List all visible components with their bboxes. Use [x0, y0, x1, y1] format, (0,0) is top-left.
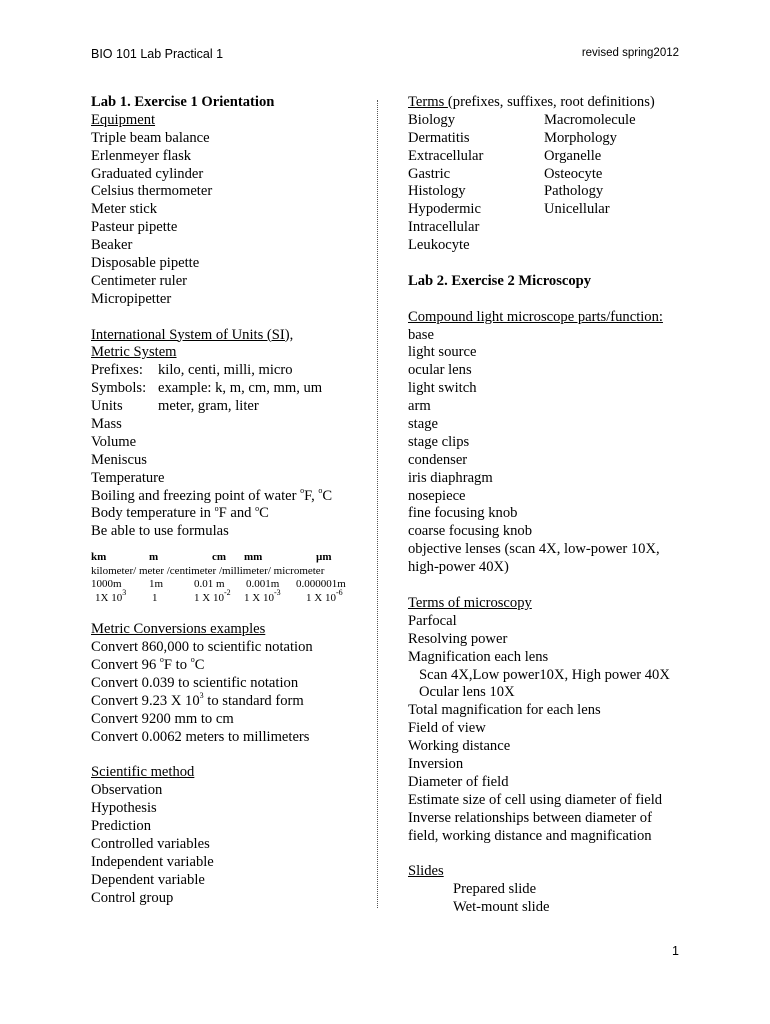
formulas-item: Be able to use formulas	[91, 523, 229, 540]
terms-row	[408, 130, 698, 148]
lab1-title: Lab 1. Exercise 1 Orientation	[91, 94, 275, 110]
degree-sign: o	[318, 485, 323, 495]
scientific-method-item: Observation	[91, 782, 163, 799]
symbols-value: example: k, m, cm, mm, um	[158, 380, 323, 397]
conversion-item: Convert 96 $^o$F to $^o$C	[91, 655, 205, 674]
microscope-parts-heading: Compound light microscope parts/function:	[408, 308, 663, 325]
term-item: Hypodermic	[408, 201, 481, 218]
terms-row	[408, 166, 698, 184]
term-item: Organelle	[544, 147, 602, 164]
terms-heading: Terms (prefixes, suffixes, root definitions)	[408, 94, 655, 110]
temperature-item: Temperature	[91, 469, 165, 486]
units-table-scientific	[91, 588, 371, 606]
microscopy-term: field, working distance and magnification	[408, 827, 652, 844]
header-title: BIO 101 Lab Practical 1	[91, 47, 224, 61]
term-item: Intracellular	[408, 219, 480, 236]
terms-row	[408, 112, 698, 130]
volume-item: Volume	[91, 433, 137, 450]
meniscus-item: Meniscus	[91, 451, 147, 468]
degree-sign: o	[255, 503, 260, 513]
unit-sci: 1 X $10^{-2}$	[194, 588, 231, 604]
header-revision: revised spring2012	[581, 47, 679, 59]
prefixes-value: kilo, centi, milli, micro	[158, 362, 293, 379]
unit-value: 0.000001m	[296, 578, 346, 591]
degree-sign: o	[159, 655, 164, 665]
boiling-freezing-item	[91, 485, 371, 506]
slide-item: Wet-mount slide	[453, 899, 550, 916]
microscope-part: condenser	[408, 451, 468, 468]
conversion-item: Convert 9.23 X $10^3$ to standard form	[91, 690, 304, 709]
term-item: Gastric	[408, 165, 451, 182]
degree-sign: o	[300, 485, 305, 495]
metric-system-heading: Metric System	[91, 344, 177, 361]
microscopy-term: Parfocal	[408, 612, 457, 629]
unit-sci: 1 X $10^{-3}$	[244, 588, 281, 604]
unit-names: kilometer/ meter /centimeter /millimeter/ micrometer	[91, 564, 325, 577]
celsius-text: C	[259, 505, 269, 522]
equipment-item: Meter stick	[91, 201, 158, 218]
term-item: Morphology	[544, 129, 617, 146]
magnification-detail: Scan 4X,Low power10X, High power 40X	[419, 666, 670, 683]
term-item: Biology	[408, 111, 456, 128]
conversion-item: Convert 0.039 to scientific notation	[91, 674, 299, 691]
slides-heading: Slides	[408, 863, 444, 880]
units-table-header	[91, 551, 371, 565]
microscope-part: arm	[408, 398, 431, 415]
term-item: Osteocyte	[544, 165, 603, 182]
terms-row	[408, 148, 698, 166]
equipment-heading: Equipment	[91, 111, 156, 128]
equipment-item: Triple beam balance	[91, 129, 210, 146]
terms-row	[408, 183, 698, 201]
equipment-item: Graduated cylinder	[91, 165, 204, 182]
metric-conversions-heading: Metric Conversions examples	[91, 621, 266, 638]
microscopy-term: Magnification each lens	[408, 648, 549, 665]
unit-header: mm	[244, 551, 263, 564]
degree-sign: o	[214, 503, 219, 513]
unit-header: cm	[212, 551, 227, 564]
unit-value: 1m	[149, 578, 164, 591]
column-divider	[377, 100, 378, 908]
term-item: Extracellular	[408, 147, 484, 164]
scientific-method-item: Prediction	[91, 818, 151, 835]
microscope-part: base	[408, 326, 434, 343]
microscope-part: light source	[408, 344, 477, 361]
unit-sci: 1 X $10^{-6}$	[306, 588, 343, 604]
microscope-part: high-power 40X)	[408, 559, 509, 576]
body-temp-text: Body temperature in	[91, 505, 215, 522]
microscope-part: light switch	[408, 380, 477, 397]
microscope-part: fine focusing knob	[408, 505, 518, 522]
equipment-item: Erlenmeyer flask	[91, 147, 192, 164]
microscopy-term: Total magnification for each lens	[408, 702, 601, 719]
left-column	[91, 94, 371, 908]
conversion-item: Convert 9200 mm to cm	[91, 710, 234, 727]
si-heading: International System of Units (SI),	[91, 326, 294, 343]
unit-header: µm	[316, 551, 332, 564]
conversion-item: Convert 860,000 to scientific notation	[91, 639, 313, 656]
microscopy-term: Inverse relationships between diameter of	[408, 809, 652, 826]
microscope-part: ocular lens	[408, 362, 472, 379]
term-item: Dermatitis	[408, 129, 470, 146]
scientific-method-item: Dependent variable	[91, 871, 205, 888]
unit-value: 1000m	[91, 578, 122, 591]
mass-item: Mass	[91, 416, 122, 433]
unit-header: m	[149, 551, 159, 564]
term-item: Leukocyte	[408, 237, 470, 254]
term-item: Histology	[408, 183, 466, 200]
microscope-part: stage clips	[408, 433, 470, 450]
celsius-text: C	[322, 487, 333, 504]
conversion-item: Convert 0.0062 meters to millimeters	[91, 728, 310, 745]
equipment-item: Centimeter ruler	[91, 272, 188, 289]
scientific-method-item: Control group	[91, 889, 174, 906]
term-item: Macromolecule	[544, 111, 636, 128]
unit-value: 0.01 m	[194, 578, 225, 591]
microscopy-term: Inversion	[408, 755, 464, 772]
units-label: Units	[91, 398, 123, 415]
units-table-values	[91, 578, 371, 592]
prefixes-label: Prefixes:	[91, 362, 143, 379]
microscopy-term: Diameter of field	[408, 773, 509, 790]
microscope-part: coarse focusing knob	[408, 523, 533, 540]
microscopy-term: Estimate size of cell using diameter of field	[408, 791, 663, 808]
term-item: Pathology	[544, 183, 604, 200]
fahrenheit-text: F and	[218, 505, 256, 522]
microscope-part: stage	[408, 416, 438, 433]
equipment-item: Beaker	[91, 237, 133, 254]
right-column	[408, 94, 698, 917]
lab2-title: Lab 2. Exercise 2 Microscopy	[408, 272, 592, 289]
units-value: meter, gram, liter	[158, 398, 259, 415]
prefixes-row	[91, 362, 371, 380]
equipment-item: Celsius thermometer	[91, 183, 213, 200]
microscopy-term: Working distance	[408, 738, 511, 755]
symbols-row	[91, 380, 371, 398]
unit-header: km	[91, 551, 107, 564]
boiling-text: Boiling and freezing point of water	[91, 487, 301, 504]
unit-value: 0.001m	[246, 578, 280, 591]
microscopy-term: Resolving power	[408, 630, 508, 647]
terms-row	[408, 201, 698, 219]
microscope-part: nosepiece	[408, 487, 466, 504]
scientific-method-heading: Scientific method	[91, 764, 195, 781]
units-table-names	[91, 565, 371, 579]
fahrenheit-text: F,	[304, 487, 319, 504]
degree-sign: o	[190, 655, 195, 665]
equipment-item: Disposable pipette	[91, 255, 200, 272]
slide-item: Prepared slide	[453, 881, 537, 898]
microscope-part: objective lenses (scan 4X, low-power 10X,	[408, 541, 660, 558]
page-number: 1	[672, 944, 679, 958]
equipment-item: Pasteur pipette	[91, 219, 178, 236]
microscopy-term: Field of view	[408, 720, 486, 737]
scientific-method-item: Independent variable	[91, 853, 214, 870]
term-item: Unicellular	[544, 201, 610, 218]
equipment-item: Micropipetter	[91, 290, 172, 307]
unit-sci: 1X $10^3$	[95, 588, 127, 604]
scientific-method-item: Hypothesis	[91, 800, 157, 817]
microscope-part: iris diaphragm	[408, 469, 493, 486]
metric-units-table	[91, 551, 371, 605]
unit-sci: 1	[152, 591, 158, 604]
microscopy-terms-heading: Terms of microscopy	[408, 594, 532, 611]
body-temperature-item	[91, 505, 371, 523]
magnification-detail: Ocular lens 10X	[419, 684, 515, 701]
scientific-method-item: Controlled variables	[91, 835, 210, 852]
units-row	[91, 398, 371, 416]
symbols-label: Symbols:	[91, 380, 147, 397]
